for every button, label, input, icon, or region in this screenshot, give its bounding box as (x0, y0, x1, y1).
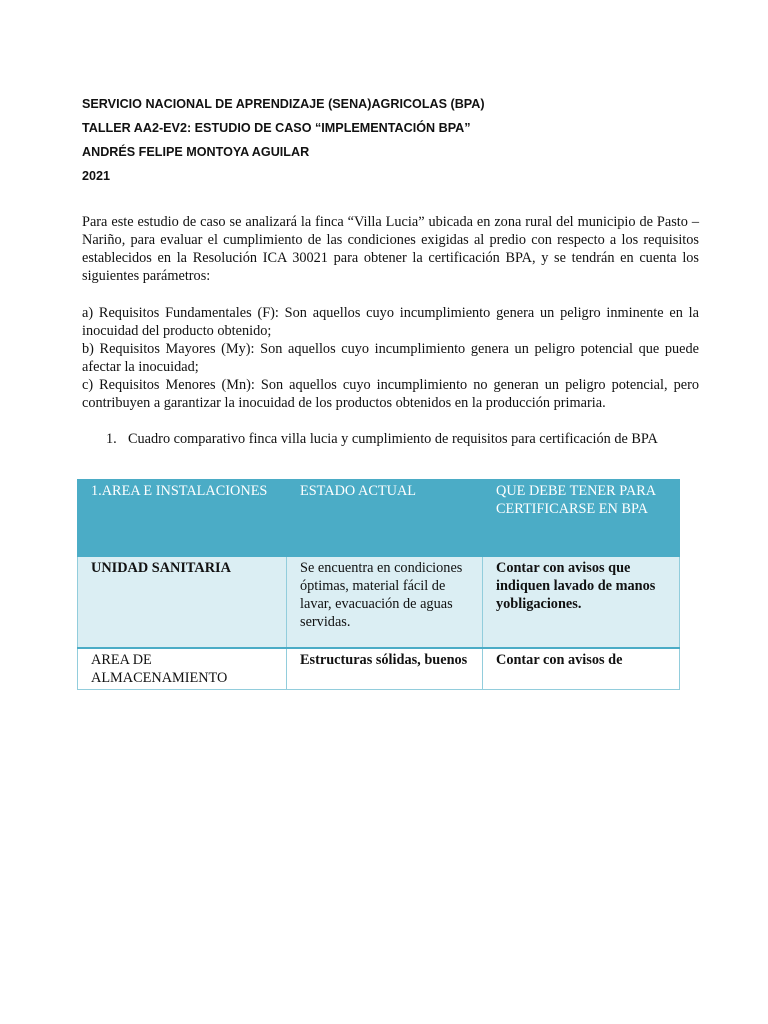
table-row (78, 648, 680, 690)
intro-paragraph: Para este estudio de caso se analizará la finca “Villa Lucia” ubicada en zona rural del municipio de Pasto – Nariño, para evaluar el cumplimiento de las condiciones exigidas al predio con respecto a los requisitos establecidos en la Resolución ICA 30021 para obtener la certificación BPA, y se tendrán en cuenta los siguientes parámetros: (82, 214, 699, 284)
table-header-row (78, 480, 680, 557)
author-name: ANDRÉS FELIPE MONTOYA AGUILAR (82, 145, 310, 159)
cell-requisito: Contar con avisos que indiquen lavado de manos yobligaciones. (483, 557, 680, 649)
cell-area: UNIDAD SANITARIA (78, 557, 287, 649)
document-year: 2021 (82, 169, 111, 183)
header-estado: ESTADO ACTUAL (287, 480, 483, 557)
requirement-major: b) Requisitos Mayores (My): Son aquellos cuyo incumplimiento genera un peligro potencial que puede afectar la inocuidad; (82, 341, 699, 375)
cell-estado: Estructuras sólidas, buenos (287, 648, 483, 690)
institution-title: SERVICIO NACIONAL DE APRENDIZAJE (SENA)AGRICOLAS (BPA) (82, 97, 485, 111)
cell-area: AREA DE ALMACENAMIENTO (78, 648, 287, 690)
header-requisitos: QUE DEBE TENER PARA CERTIFICARSE EN BPA (483, 480, 680, 557)
cell-requisito: Contar con avisos de (483, 648, 680, 690)
cell-estado: Se encuentra en condiciones óptimas, material fácil de lavar, evacuación de aguas servidas. (287, 557, 483, 649)
header-area: 1.AREA E INSTALACIONES (78, 480, 287, 557)
numbered-item (106, 430, 658, 448)
requirement-minor: c) Requisitos Menores (Mn): Son aquellos cuyo incumplimiento no generan un peligro potencial, pero contribuyen a garantizar la inocuidad de los productos obtenidos en la producción primaria. (82, 377, 699, 411)
item-number: 1. (106, 431, 117, 447)
comparison-table (77, 479, 680, 690)
table-row (78, 557, 680, 649)
document-header (82, 92, 485, 188)
requirement-fundamental: a) Requisitos Fundamentales (F): Son aquellos cuyo incumplimiento genera un peligro inminente en la inocuidad del producto obtenido; (82, 305, 699, 339)
workshop-title: TALLER AA2-EV2: ESTUDIO DE CASO “IMPLEMENTACIÓN BPA” (82, 121, 471, 135)
item-text: Cuadro comparativo finca villa lucia y cumplimiento de requisitos para certificación de BPA (128, 431, 658, 447)
requirements-list (82, 304, 699, 412)
